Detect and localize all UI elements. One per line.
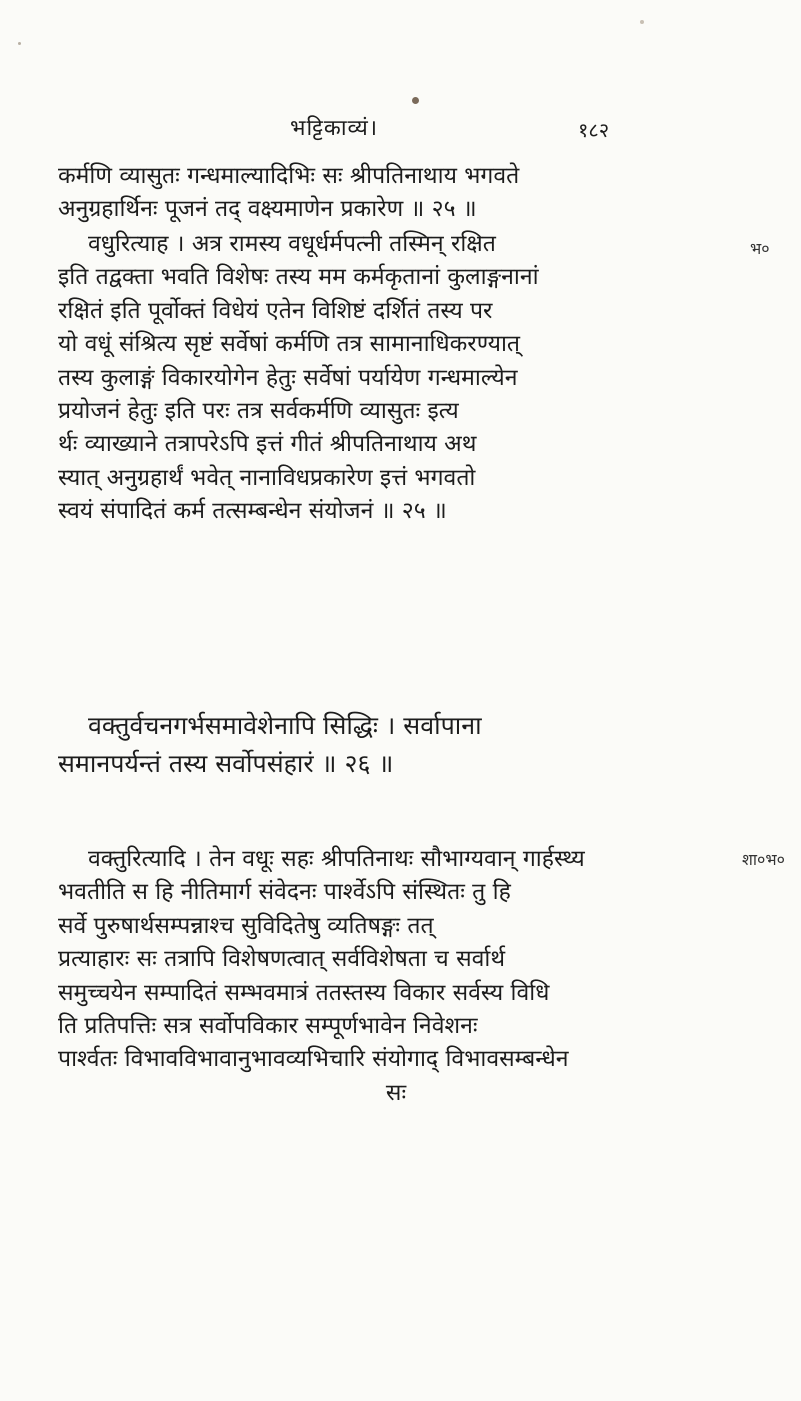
text-line: समुच्चयेन सम्पादितं सम्भवमात्रं ततस्तस्य विकार सर्वस्य विधि	[58, 979, 550, 1006]
paper-speck	[18, 42, 21, 45]
margin-note: भ०	[750, 239, 770, 258]
text-line: वधुरित्याह । अत्र रामस्य वधूर्धर्मपत्नी तस्मिन् रक्षित	[88, 231, 496, 257]
page-header	[0, 112, 801, 152]
text-line: स्वयं संपादितं कर्म तत्सम्बन्धेन संयोजनं ॥ २५ ॥	[58, 498, 447, 525]
text-line: स्यात् अनुग्रहार्थं भवेत् नानाविधप्रकारेण इत्तं भगवतो	[58, 464, 476, 491]
text-line: इति तद्वक्ता भवति विशेषः तस्य मम कर्मकृतानां कुलाङ्गनानां	[58, 264, 539, 291]
text-line: रक्षितं इति पूर्वोक्तं विधेयं एतेन विशिष्टं दर्शितं तस्य पर	[58, 297, 493, 324]
ink-speck	[412, 97, 419, 104]
verse-line: वक्तुर्वचनगर्भसमावेशेनापि सिद्धिः । सर्वापाना	[88, 711, 482, 740]
text-line: अनुग्रहार्थिनः पूजनं तद् वक्ष्यमाणेन प्रकारेण ॥ २५ ॥	[58, 196, 477, 223]
text-line: सः	[385, 1079, 407, 1106]
text-line: तस्य कुलाङ्गं विकारयोगेन हेतुः सर्वेषां पर्यायेण गन्धमाल्येन	[58, 364, 518, 391]
paper-speck	[640, 20, 644, 24]
margin-note: शा०भ०	[742, 850, 785, 869]
running-title: भट्टिकाव्यं।	[290, 116, 379, 141]
commentary-block-1	[58, 162, 734, 229]
commentary-block-3	[58, 845, 734, 1112]
text-line: कर्मणि व्यासुतः गन्धमाल्यादिभिः सः श्रीपतिनाथाय भगवते	[58, 163, 520, 189]
text-line: र्थः व्याख्याने तत्रापरेऽपि इत्तं गीतं श्रीपतिनाथाय अथ	[58, 431, 477, 458]
text-line: प्रयोजनं हेतुः इति परः तत्र सर्वकर्मणि व्यासुतः इत्य	[58, 397, 459, 424]
commentary-block-2	[58, 230, 734, 531]
page-number: १८२	[578, 118, 610, 142]
text-line: सर्वे पुरुषार्थसम्पन्नाश्च सुविदितेषु व्यतिषङ्गः तत्	[58, 912, 434, 939]
text-line: प्रत्याहारः सः तत्रापि विशेषणत्वात् सर्वविशेषता च सर्वार्थ	[58, 946, 506, 973]
text-line: पार्श्वतः विभावविभावानुभावव्यभिचारि संयोगाद् विभावसम्बन्धेन	[58, 1046, 569, 1073]
text-line: वक्तुरित्यादि । तेन वधूः सहः श्रीपतिनाथः सौभाग्यवान् गार्हस्थ्य	[88, 846, 585, 872]
text-line: यो वधूं संश्रित्य सृष्टं सर्वेषां कर्मणि तत्र सामानाधिकरण्यात्	[58, 331, 521, 358]
text-line: ति प्रतिपत्तिः सत्र सर्वोपविकार सम्पूर्णभावेन निवेशनः	[58, 1012, 478, 1039]
text-line: भवतीति स हि नीतिमार्ग संवेदनः पार्श्वेऽपि संस्थितः तु हि	[58, 879, 511, 906]
verse-block	[58, 710, 734, 785]
verse-line: समानपर्यन्तं तस्य सर्वोपसंहारं ॥ २६ ॥	[58, 749, 394, 778]
